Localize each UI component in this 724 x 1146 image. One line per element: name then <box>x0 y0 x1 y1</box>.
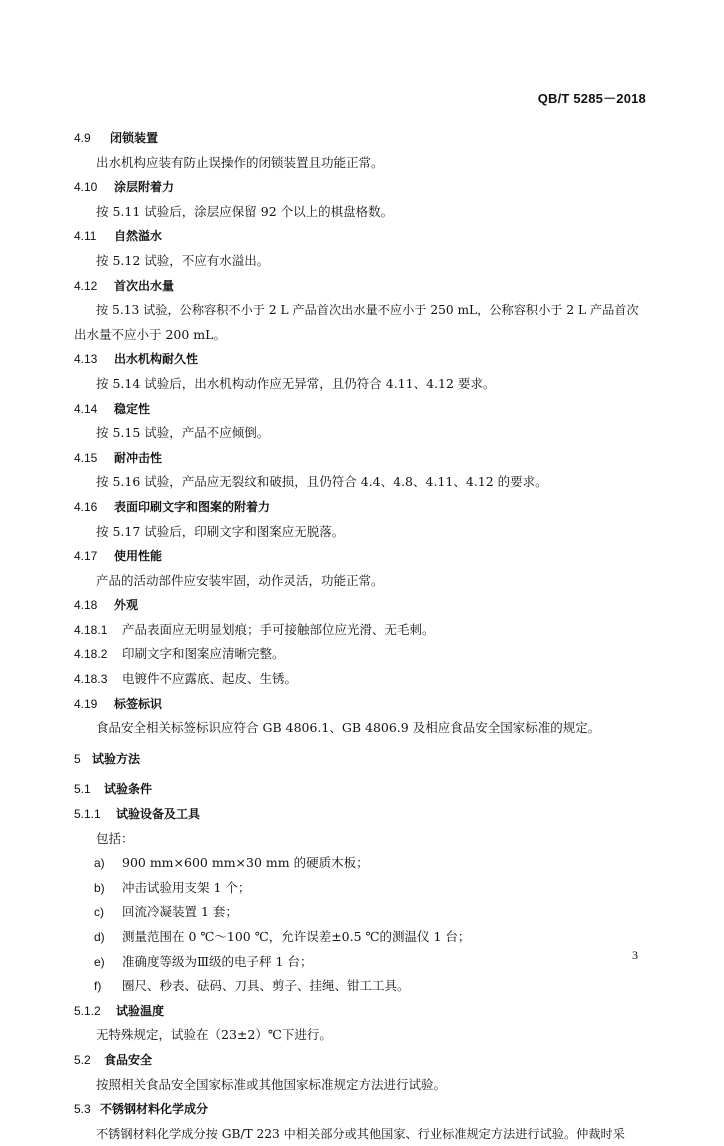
section-heading-4-9 <box>0 126 724 151</box>
subclause-text: 电镀件不应露底、起皮、生锈。 <box>122 671 298 687</box>
section-heading-5-3 <box>0 1097 724 1122</box>
section-title: 表面印刷文字和图案的附着力 <box>114 499 271 514</box>
list-item <box>0 950 724 975</box>
paragraph <box>0 372 724 397</box>
subclause-number: 4.18.2 <box>74 647 108 662</box>
paragraph <box>0 520 724 545</box>
paragraph-text: 出水量不应小于 200 mL。 <box>74 326 226 342</box>
paragraph-text: 按 5.15 试验，产品不应倾倒。 <box>96 425 270 441</box>
subclause-4-18-1 <box>0 618 724 643</box>
section-title: 出水机构耐久性 <box>114 352 199 367</box>
list-item <box>0 851 724 876</box>
section-number: 4.9 <box>74 131 91 145</box>
section-heading-4-18 <box>0 593 724 618</box>
chapter-title: 试验方法 <box>92 751 141 766</box>
paragraph-text: 包括： <box>96 830 134 846</box>
paragraph <box>0 716 724 741</box>
list-item-text: 900 mm×600 mm×30 mm 的硬质木板； <box>122 855 369 871</box>
section-heading-5-1-1 <box>0 802 724 827</box>
section-heading-4-15 <box>0 446 724 471</box>
list-item-letter: f) <box>94 979 102 994</box>
list-item <box>0 974 724 999</box>
section-heading-4-17 <box>0 544 724 569</box>
section-title: 稳定性 <box>114 401 151 416</box>
section-number: 4.16 <box>74 499 98 514</box>
paragraph-text: 按 5.13 试验，公称容积不小于 2 L 产品首次出水量不应小于 250 mL，公称容积小于 2 L 产品首次 <box>96 303 639 318</box>
section-title: 标签标识 <box>114 696 163 711</box>
paragraph <box>0 1023 724 1048</box>
paragraph <box>0 249 724 274</box>
section-number: 4.15 <box>74 450 98 465</box>
section-title: 外观 <box>114 598 139 613</box>
section-heading-4-10 <box>0 175 724 200</box>
section-number: 5.2 <box>74 1052 91 1067</box>
list-item-letter: a) <box>94 856 105 871</box>
paragraph-text: 按照相关食品安全国家标准或其他国家标准规定方法进行试验。 <box>96 1076 447 1092</box>
paragraph <box>0 421 724 446</box>
section-heading-4-16 <box>0 495 724 520</box>
section-heading-4-12 <box>0 274 724 299</box>
paragraph-text: 无特殊规定，试验在（23±2）℃下进行。 <box>96 1027 332 1043</box>
section-heading-5-1 <box>0 777 724 802</box>
section-title: 涂层附着力 <box>114 180 175 195</box>
list-item-letter: b) <box>94 880 105 895</box>
section-title: 耐冲击性 <box>114 450 163 465</box>
section-title: 试验条件 <box>104 782 153 797</box>
standard-code: QB/T 5285－2018 <box>537 91 646 106</box>
section-number: 4.18 <box>74 598 98 613</box>
list-item-letter: e) <box>94 954 105 969</box>
section-number: 5.1.1 <box>74 807 101 822</box>
section-number: 4.10 <box>74 180 98 195</box>
paragraph-text: 按 5.11 试验后，涂层应保留 92 个以上的棋盘格数。 <box>96 203 394 219</box>
page-number: 3 <box>632 948 638 962</box>
section-heading-4-19 <box>0 692 724 717</box>
list-item-text: 准确度等级为Ⅲ级的电子秤 1 台； <box>122 953 313 969</box>
document-body <box>0 126 724 1146</box>
section-number: 5.1 <box>74 782 91 797</box>
section-number: 4.17 <box>74 549 98 564</box>
paragraph-text: 按 5.12 试验，不应有水溢出。 <box>96 252 270 268</box>
section-number: 4.14 <box>74 401 98 416</box>
section-title: 自然溢水 <box>114 229 163 244</box>
section-title: 首次出水量 <box>114 278 175 293</box>
subclause-4-18-3 <box>0 667 724 692</box>
list-item-text: 冲击试验用支架 1 个； <box>122 879 251 895</box>
section-title: 试验温度 <box>116 1003 165 1018</box>
subclause-number: 4.18.3 <box>74 672 108 687</box>
subclause-number: 4.18.1 <box>74 622 108 637</box>
section-number: 4.11 <box>74 229 97 244</box>
subclause-text: 印刷文字和图案应清晰完整。 <box>122 646 285 662</box>
list-item-letter: c) <box>94 905 104 920</box>
paragraph <box>0 569 724 594</box>
paragraph <box>0 470 724 495</box>
list-item <box>0 900 724 925</box>
list-item-text: 圈尺、秒表、砝码、刀具、剪子、挂绳、钳工工具。 <box>122 978 410 994</box>
paragraph-text: 出水机构应装有防止误操作的闭锁装置且功能正常。 <box>96 154 384 170</box>
paragraph-text: 产品的活动部件应安装牢固，动作灵活，功能正常。 <box>96 572 384 588</box>
section-heading-5-1-2 <box>0 999 724 1024</box>
section-title: 闭锁装置 <box>110 131 159 145</box>
section-number: 4.13 <box>74 352 98 367</box>
section-heading-4-11 <box>0 224 724 249</box>
paragraph-text: 按 5.17 试验后，印刷文字和图案应无脱落。 <box>96 523 345 539</box>
paragraph <box>0 827 724 852</box>
section-heading-4-14 <box>0 397 724 422</box>
paragraph <box>0 1073 724 1098</box>
paragraph-text: 不锈钢材料化学成分按 GB/T 223 中相关部分或其他国家、行业标准规定方法进行试验。仲裁时采 <box>96 1126 625 1141</box>
subclause-4-18-2 <box>0 642 724 667</box>
section-title: 食品安全 <box>104 1052 153 1067</box>
section-number: 4.19 <box>74 696 98 711</box>
paragraph <box>0 151 724 176</box>
paragraph <box>0 298 724 323</box>
list-item-text: 测量范围在 0 ℃～100 ℃，允许误差±0.5 ℃的测温仪 1 台； <box>122 929 471 944</box>
list-item-letter: d) <box>94 930 105 944</box>
section-title: 不锈钢材料化学成分 <box>100 1102 209 1117</box>
paragraph-continuation <box>0 323 724 348</box>
chapter-number: 5 <box>74 751 81 766</box>
paragraph <box>0 200 724 225</box>
section-heading-4-13 <box>0 347 724 372</box>
list-item <box>0 925 724 950</box>
section-title: 使用性能 <box>114 549 163 564</box>
section-title: 试验设备及工具 <box>116 807 201 822</box>
section-number: 5.1.2 <box>74 1003 101 1018</box>
chapter-heading-5 <box>0 747 724 772</box>
list-item-text: 回流冷凝装置 1 套； <box>122 904 238 920</box>
section-number: 4.12 <box>74 278 98 293</box>
paragraph-text: 食品安全相关标签标识应符合 GB 4806.1、GB 4806.9 及相应食品安全国家标准的规定。 <box>96 720 601 736</box>
subclause-text: 产品表面应无明显划痕；手可接触部位应光滑、无毛刺。 <box>122 621 435 637</box>
list-item <box>0 876 724 901</box>
section-number: 5.3 <box>74 1102 91 1117</box>
section-heading-5-2 <box>0 1048 724 1073</box>
paragraph <box>0 1122 724 1146</box>
paragraph-text: 按 5.16 试验，产品应无裂纹和破损，且仍符合 4.4、4.8、4.11、4.12 的要求。 <box>96 474 548 490</box>
paragraph-text: 按 5.14 试验后，出水机构动作应无异常，且仍符合 4.11、4.12 要求。 <box>96 375 496 391</box>
